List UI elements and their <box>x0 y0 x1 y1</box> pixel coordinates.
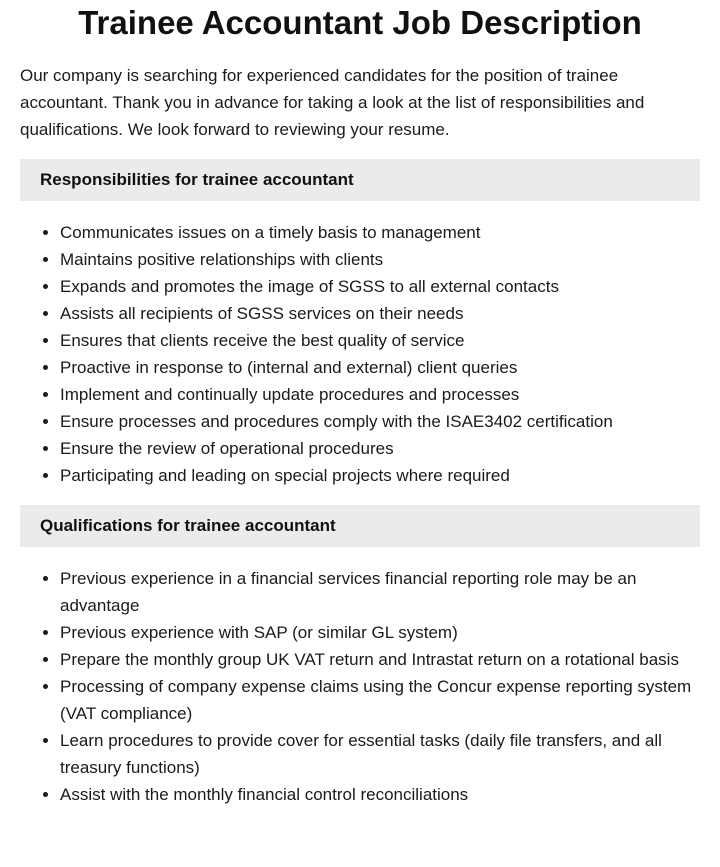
list-item: • Prepare the monthly group UK VAT return and Intrastat return on a rotational basis <box>60 646 700 673</box>
list-item: • Participating and leading on special projects where required <box>60 462 700 489</box>
list-item: • Maintains positive relationships with clients <box>60 246 700 273</box>
list-item: • Ensure processes and procedures comply with the ISAE3402 certification <box>60 408 700 435</box>
list-item: • Previous experience in a financial services financial reporting role may be an advantage <box>60 565 700 619</box>
list-item: • Communicates issues on a timely basis to management <box>60 219 700 246</box>
page-title: Trainee Accountant Job Description <box>78 4 642 41</box>
list-item: • Expands and promotes the image of SGSS to all external contacts <box>60 273 700 300</box>
list-item: • Processing of company expense claims using the Concur expense reporting system (VAT compliance) <box>60 673 700 727</box>
responsibilities-heading: Responsibilities for trainee accountant <box>20 159 700 201</box>
qualifications-list <box>20 565 700 808</box>
list-item: • Ensures that clients receive the best quality of service <box>60 327 700 354</box>
list-item: • Proactive in response to (internal and external) client queries <box>60 354 700 381</box>
list-item: • Assists all recipients of SGSS services on their needs <box>60 300 700 327</box>
list-item: • Implement and continually update procedures and processes <box>60 381 700 408</box>
intro-paragraph: Our company is searching for experienced candidates for the position of trainee accountant. Thank you in advance for taking a look at the list of responsibilities and qualifications. We look forward to reviewing your resume. <box>20 66 645 139</box>
responsibilities-list <box>20 219 700 489</box>
list-item: • Assist with the monthly financial control reconciliations <box>60 781 700 808</box>
list-item: • Learn procedures to provide cover for essential tasks (daily file transfers, and all treasury functions) <box>60 727 700 781</box>
list-item: • Previous experience with SAP (or similar GL system) <box>60 619 700 646</box>
list-item: • Ensure the review of operational procedures <box>60 435 700 462</box>
qualifications-heading: Qualifications for trainee accountant <box>20 505 700 547</box>
